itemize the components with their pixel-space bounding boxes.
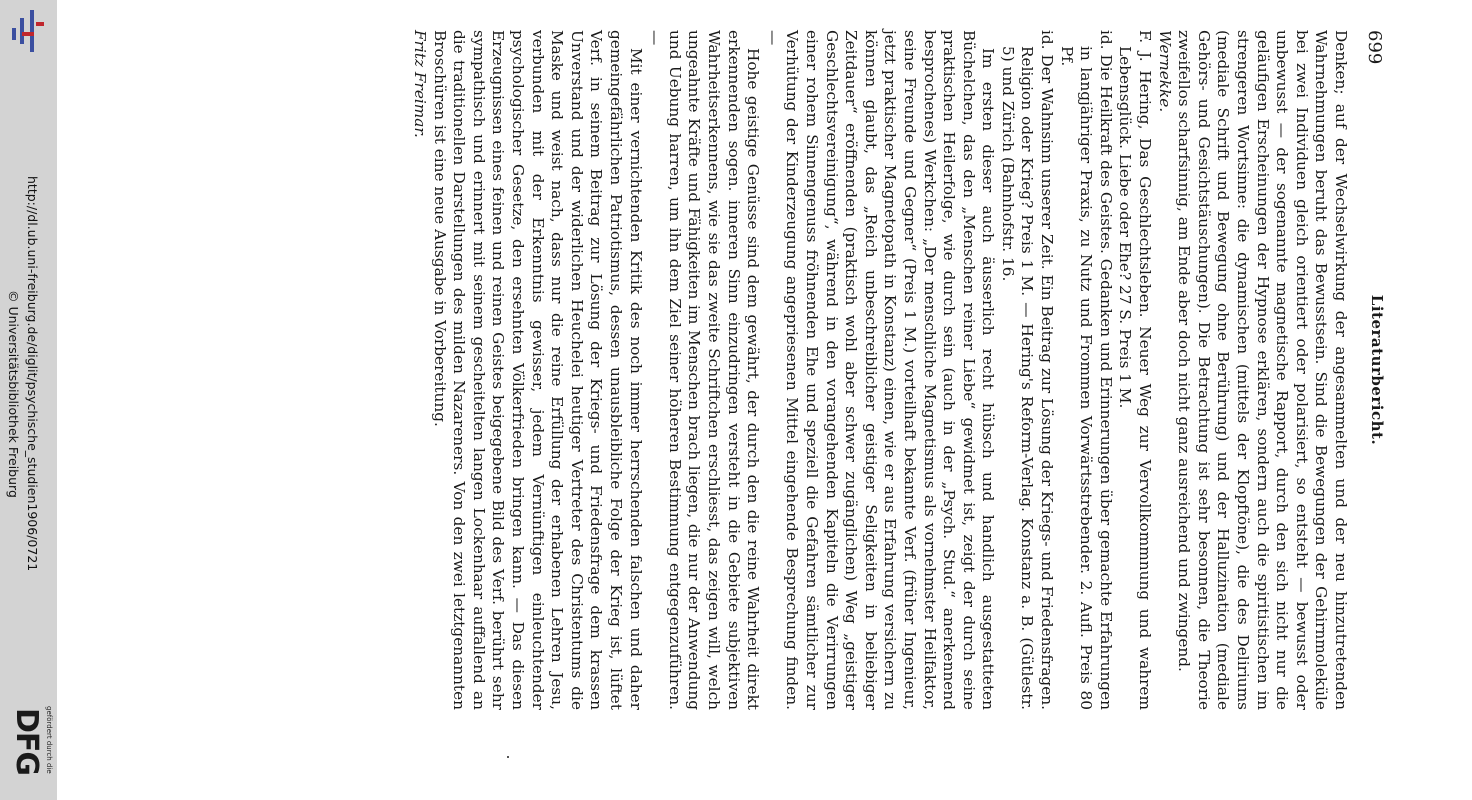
page-header [1350,30,1390,710]
review-paragraph: Im ersten dieser auch äusserlich recht hübsch und handlich ausgestatteten Büchelchen, das den „Menschen reiner Liebe“ gewidmet ist, zeigt der durch seine praktischen Heilerfolge, wie durch sein (auch in der „Psych. Stud.“ anerkennend besprochenes) Werkchen: „Der menschliche Magnetismus als vornehmster Heilfaktor, seine Freunde und Gegner“ (Preis 1 M.) vorteilhaft bekannte Verf. (früher Ingenieur, jetzt praktischer Magnetopath in Konstanz) einen, wie er aus Erfahrung versichern zu können glaubt, das „Reich unbeschreiblicher geistiger Seligkeiten in beliebiger Zeitdauer“ eröffnenden (praktisch wohl aber schwer zugänglichen) Weg „geistiger Geschlechtsvereinigung“, während in den vorangehenden Kapiteln die Verirrungen einer rohem Sinnengenuss fröhnenden Ehe und speziell die Gefahren sämtlicher zur Verhütung der Kinderzeugung angepriesenen Mittel eingehende Besprechung finden. — [763,30,998,710]
bibliography-entry: F. J. Hering, Das Geschlechtsleben. Neuer Weg zur Vervollkommnung und wahrem Lebensglück. Liebe oder Ehe? 27 S. Preis 1 M. [1116,30,1155,710]
review-paragraph: Mit einer vernichtenden Kritik des noch immer herrschenden falschen und daher gemeingefährlichen Patriotismus, dessen unausbleibliche Folge der Krieg ist, lüftet Verf. in seinem Beitrag zur Lösung der Kriegs- und Friedensfrage dem krassen Unverstand und der widerlichen Heuchelei heutiger Vertreter des Christentums die Maske und weist nach, dass nur die reine Erfüllung der erhabenen Lehren Jesu, verbunden mit der Erkenntnis gewisser, jedem Vernünftigen einleuchtender psychologischer Gesetze, den ersehnten Völkerfrieden bringen kann. — Das diesen Erzeugnissen eines feinen und reinen Geistes beigegebene Bild des Verf. berührt sehr sympathisch und erinnert mit seinem gescheitelten langen Lockenhaar auffallend an die traditionellen Darstellungen des milden Nazareners. Von den zwei letztgenannten Broschüren ist eine neue Ausgabe in Vorbereitung. [430,30,645,710]
viewer-sidebar [0,0,57,800]
scan-speck [507,756,509,758]
review-paragraph: Hohe geistige Genüsse sind dem gewährt, der durch den die reine Wahrheit direkt erkennenden sogen. inneren Sinn einzudringen versteht in die Gebiete subjektiven Wahrheitserkennens, wie sie das zweite Schriftchen erschliesst, das zeigen will, welch ungeahnte Kräfte und Fähigkeiten im Menschen brach liegen, die nur der Anwendung und Uebung harren, um ihn dem Ziel seiner höheren Bestimmung entgegenzuführen. — [646,30,763,710]
scanned-page [170,30,1390,710]
running-title: Literaturbericht. [1368,294,1386,446]
page-body [410,30,1351,710]
page-number: 699 [1364,30,1385,65]
copyright-notice: © Universitätsbibliothek Freiburg [6,290,21,498]
signature: Wernekke. [1155,30,1174,113]
signature: Fritz Freimar. [411,30,430,138]
funder-caption: gefördert durch die [45,706,53,774]
ub-freiburg-logo-icon [6,8,48,54]
source-url[interactable]: http://dl.ub.uni-freiburg.de/diglit/psychische_studien1906/0721 [25,176,40,572]
bibliography-entry: id. Die Heilkraft des Geistes. Gedanken und Erinnerungen über gemachte Erfahrungen in langjähriger Praxis, zu Nutz und Frommen Vorwärtsstrebender. 2. Aufl. Preis 80 Pf. [1057,30,1115,710]
intro-paragraph: Denken; auf der Wechselwirkung der angesammelten und der neu hinzutretenden Wahrnehmungen beruht das Bewusstsein. Sind die Bewegungen der Gehirnmoleküle bei zwei Individuen gleich orientiert oder polarisiert, so entsteht — bewusst oder unbewusst — der sogenannte magnetische Rapport, durch den sich nicht nur die geläufigen Erscheinungen der Hypnose erklären, sondern auch die spiritistischen im strengeren Wortsinne: die dynamischen (mittels der Klopftöne), die des Deliriums (mediale Schrift und Bewegung ohne Berührung) und der Halluzination (mediale Gehörs- und Gesichtstäuschungen). Die Betrachtung ist sehr besonnen, die Theorie zweifellos scharfsinnig, am Ende aber doch nicht ganz ausreichend und zwingend. [1175,30,1350,710]
bibliography-entry: id. Der Wahnsinn unserer Zeit. Ein Beitrag zur Lösung der Kriegs- und Friedensfragen. Religion oder Krieg? Preis 1 M. — Hering's Reform-Verlag. Konstanz a. B. (Gütlestr. 5) und Zürich (Bahnhofstr. 16. [998,30,1057,710]
dfg-logo [4,706,54,792]
dfg-logo-text: DFG [9,708,44,776]
